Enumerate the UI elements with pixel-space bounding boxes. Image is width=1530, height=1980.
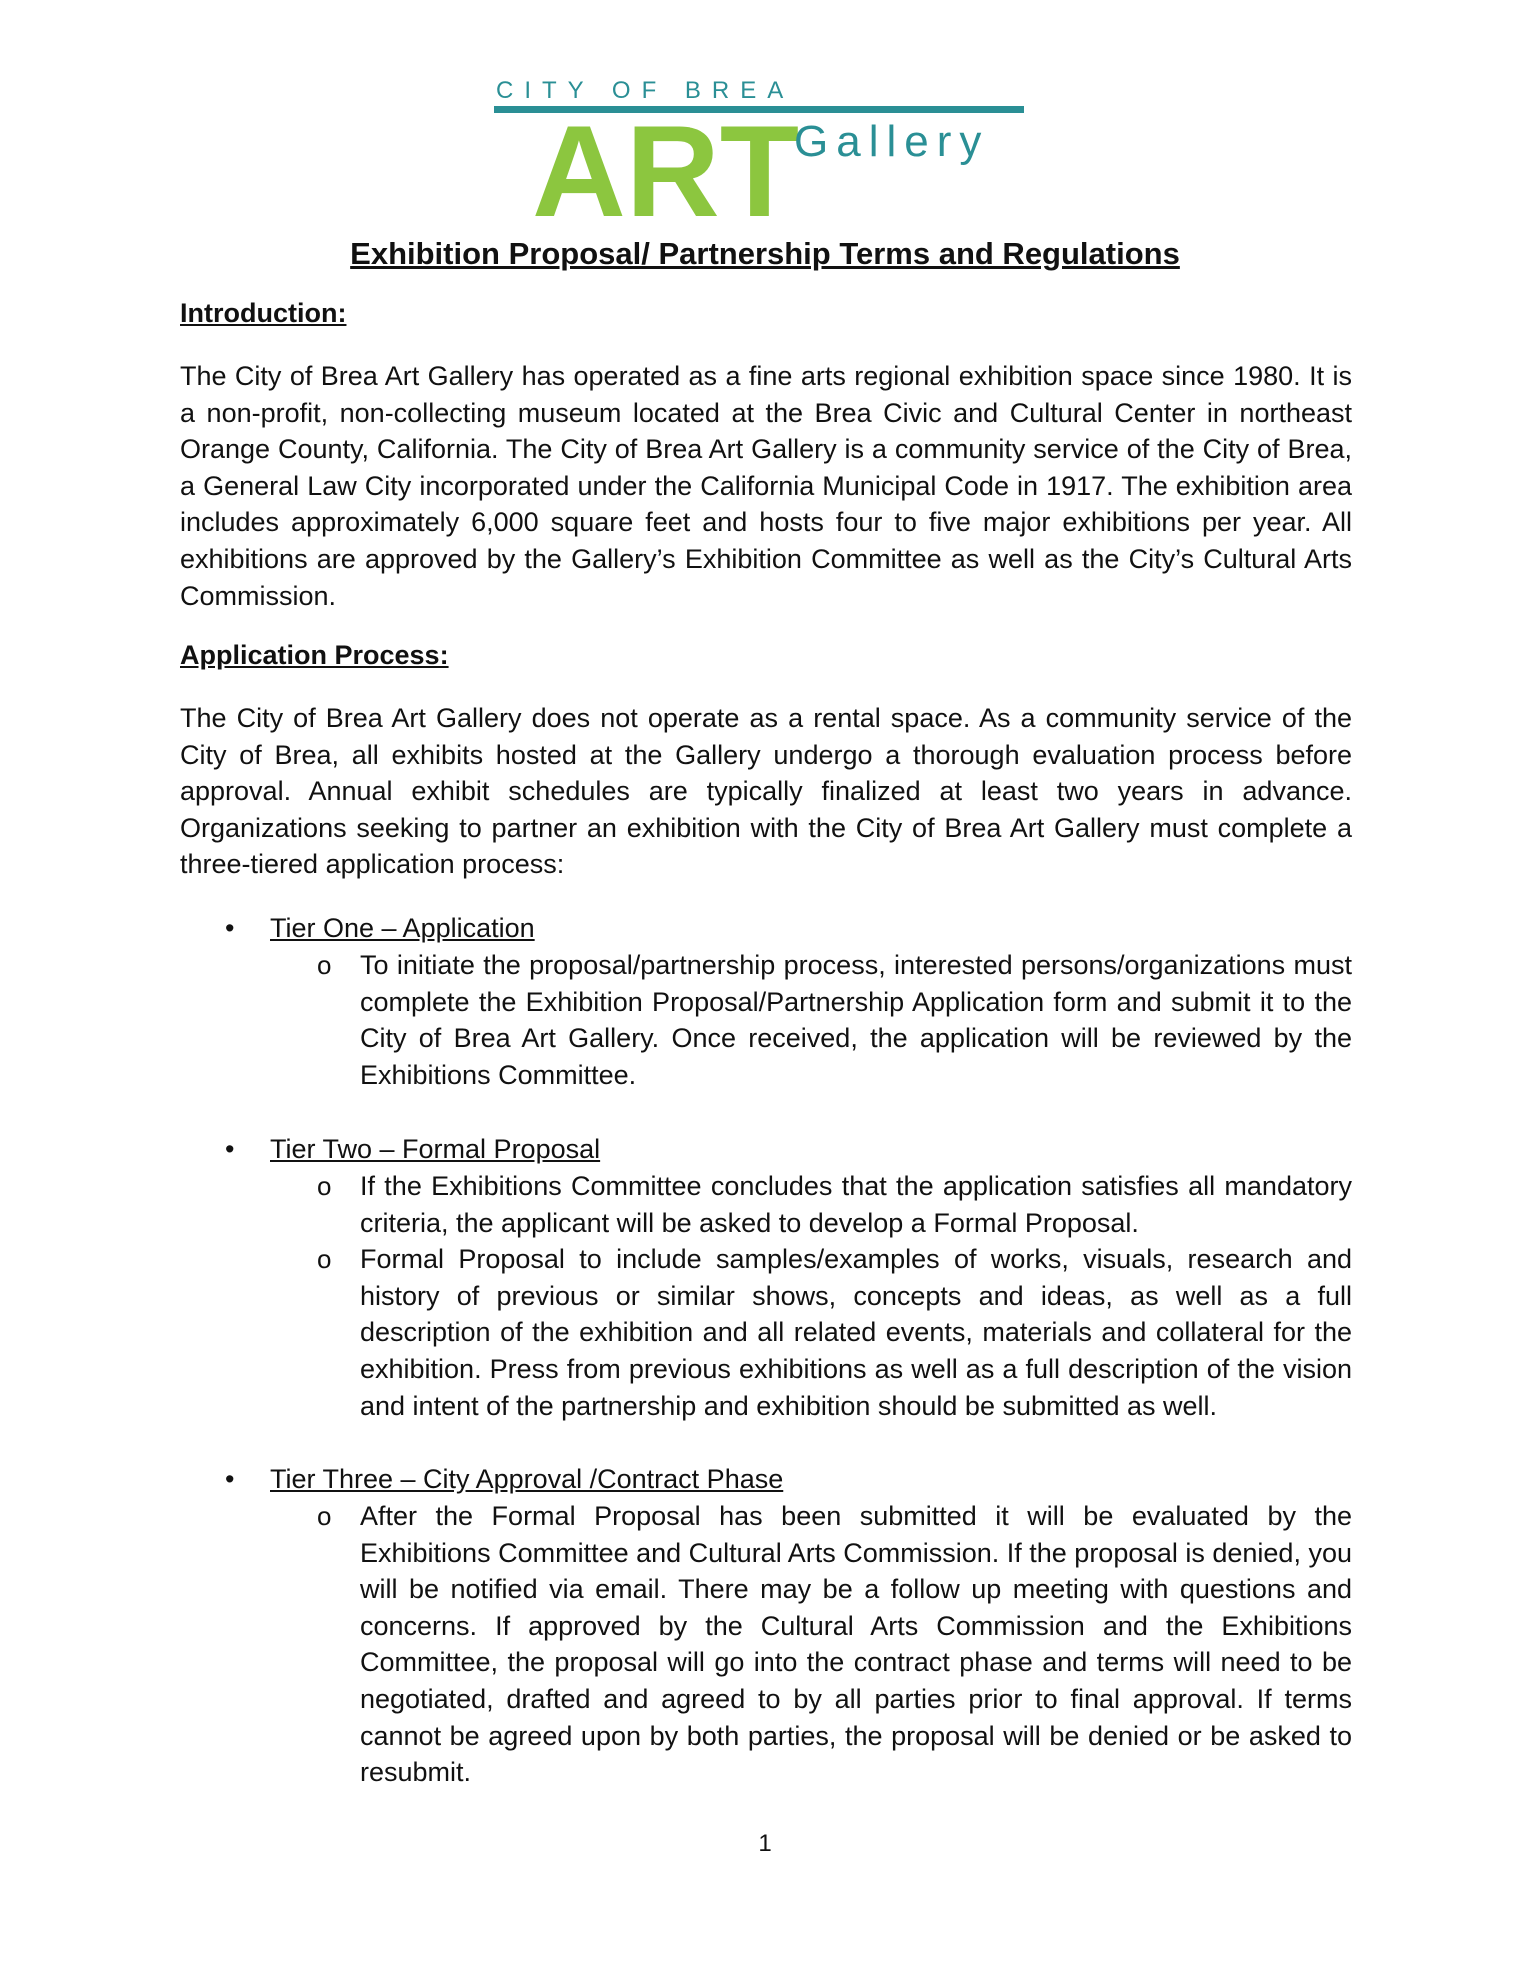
page-number: 1 [758,1830,772,1857]
logo-art-text: ART [532,98,800,226]
application-process-heading: Application Process: [180,640,449,670]
tier-one-item [180,947,1352,1093]
tier-two-item [180,1241,1352,1424]
bullet-icon: • [225,913,235,943]
bullet-icon: • [225,1134,235,1164]
bullet-icon: • [225,1464,235,1494]
tier-two-item-text: Formal Proposal to include samples/examples of works, visuals, research and history of previous or similar shows, concepts and ideas, as well as a full description of the exhibition and all related events, materials and collateral for the exhibition. Press from previous exhibitions as well as a full description of the vision and intent of the partnership and exhibition should be submitted as well. [360,1244,1352,1421]
tier-three-title: Tier Three – City Approval /Contract Phase [270,1464,784,1494]
city-of-brea-art-gallery-logo [494,76,1054,226]
tier-three-item [180,1498,1352,1791]
sub-bullet-icon: o [317,1171,332,1201]
tier-two-item-text: If the Exhibitions Committee concludes that the application satisfies all mandatory criteria, the applicant will be asked to develop a Formal Proposal. [360,1171,1352,1238]
tier-three-section [180,1461,1352,1791]
tier-one-title: Tier One – Application [270,913,535,943]
sub-bullet-icon: o [317,1244,332,1275]
introduction-heading: Introduction: [180,298,347,328]
tier-two-section [180,1131,1352,1424]
tier-two-item [180,1168,1352,1241]
tier-three-item-text: After the Formal Proposal has been submitted it will be evaluated by the Exhibitions Committee and Cultural Arts Commission. If the proposal is denied, you will be notified via email. There may be a follow up meeting with questions and concerns. If approved by the Cultural Arts Commission and the Exhibitions Committee, the proposal will go into the contract phase and terms will need to be negotiated, drafted and agreed to by all parties prior to final approval. If terms cannot be agreed upon by both parties, the proposal will be denied or be asked to resubmit. [360,1501,1352,1788]
page-title: Exhibition Proposal/ Partnership Terms and Regulations [350,236,1180,271]
tier-one-section [180,910,1352,1093]
introduction-paragraph: The City of Brea Art Gallery has operated as a fine arts regional exhibition space since 1980. It is a non-profit, non-collecting museum located at the Brea Civic and Cultural Center in northeast Orange County, California. The City of Brea Art Gallery is a community service of the City of Brea, a General Law City incorporated under the California Municipal Code in 1917. The exhibition area includes approximately 6,000 square feet and hosts four to five major exhibitions per year. All exhibitions are approved by the Gallery’s Exhibition Committee as well as the City’s Cultural Arts Commission. [180,361,1352,611]
logo-graphic [494,76,1054,226]
tier-two-title: Tier Two – Formal Proposal [270,1134,601,1164]
tier-one-item-text: To initiate the proposal/partnership process, interested persons/organizations must complete the Exhibition Proposal/Partnership Application form and submit it to the City of Brea Art Gallery. Once received, the application will be reviewed by the Exhibitions Committee. [360,950,1352,1090]
sub-bullet-icon: o [317,950,332,980]
logo-gallery-text: Gallery [794,117,990,166]
application-process-paragraph: The City of Brea Art Gallery does not operate as a rental space. As a community service of the City of Brea, all exhibits hosted at the Gallery undergo a thorough evaluation process before approval. Annual exhibit schedules are typically finalized at least two years in advance. Organizations seeking to partner an exhibition with the City of Brea Art Gallery must complete a three-tiered application process: [180,703,1352,880]
logo-top-text: CITY OF BREA [496,77,795,104]
sub-bullet-icon: o [317,1501,332,1531]
